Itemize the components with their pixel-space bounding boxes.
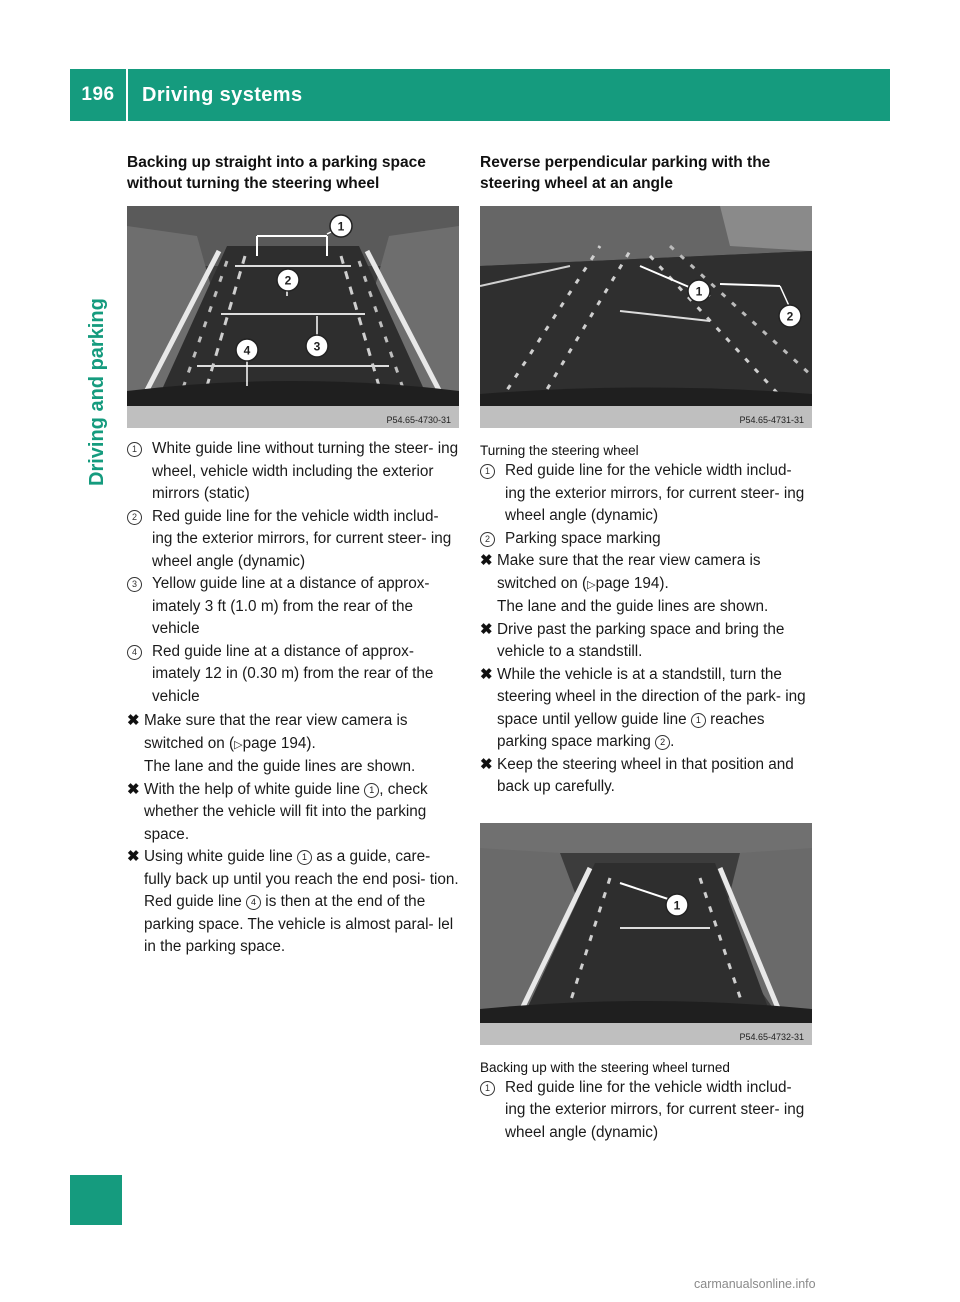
- instruction-step: ✖ Make sure that the rear view camera is switched on (▷page 194).: [480, 552, 761, 592]
- side-tab: [84, 258, 114, 488]
- legend-text: Red guide line at a distance of approx- imately 12 in (0.30 m) from the rear of the vehicle: [152, 642, 434, 705]
- svg-text:1: 1: [695, 284, 703, 299]
- legend-item: [127, 573, 459, 641]
- figure-caption: Turning the steering wheel: [480, 443, 639, 458]
- step-arrow-icon: ✖: [480, 755, 493, 773]
- camera-image: [127, 206, 459, 428]
- legend-item: [480, 1077, 812, 1145]
- page-ref-arrow-icon: ▷: [587, 578, 596, 591]
- step-result: The lane and the guide lines are shown.: [144, 758, 416, 775]
- step-arrow-icon: ✖: [127, 712, 140, 729]
- inline-ref-number: 1: [364, 783, 379, 798]
- camera-figure-turning: [480, 206, 812, 428]
- legend-list: [127, 438, 459, 708]
- figure-code: P54.65-4731-31: [739, 415, 804, 425]
- legend-number: 1: [480, 464, 495, 479]
- instruction-steps: [127, 710, 459, 959]
- legend-list: [480, 460, 812, 550]
- side-tab-label: Driving and parking: [86, 298, 108, 486]
- legend-item: [127, 438, 459, 506]
- instruction-step: ✖ Drive past the parking space and bring the vehicle to a standstill.: [480, 620, 785, 660]
- chapter-title: Driving systems: [142, 84, 303, 106]
- left-column: [127, 152, 459, 959]
- legend-item: [127, 641, 459, 709]
- svg-text:4: 4: [243, 343, 251, 358]
- step-arrow-icon: ✖: [127, 848, 140, 865]
- legend-text: Red guide line for the vehicle width includ- ing the exterior mirrors, for current steer- ing wheel angle (dynamic): [505, 1078, 805, 1141]
- instruction-step: ✖ Using white guide line 1 as a guide, care- fully back up until you reach the end posi- tion.: [127, 848, 459, 888]
- svg-text:2: 2: [284, 273, 292, 288]
- legend-number: 2: [127, 510, 142, 525]
- svg-text:1: 1: [337, 219, 345, 234]
- camera-figure-straight: [127, 206, 459, 428]
- step-arrow-icon: ✖: [480, 620, 493, 638]
- figure-code: P54.65-4732-31: [739, 1031, 804, 1042]
- camera-figure-backing: [480, 823, 812, 1045]
- legend-number: 1: [480, 1081, 495, 1096]
- legend-item: [480, 528, 812, 551]
- page-number: 196: [81, 84, 115, 105]
- instruction-step: ✖ Make sure that the rear view camera is switched on (▷page 194).: [127, 712, 408, 752]
- instruction-step: ✖ With the help of white guide line 1 , check whether the vehicle will fit into the parking space.: [127, 780, 428, 843]
- legend-number: 3: [127, 577, 142, 592]
- svg-text:1: 1: [673, 898, 681, 912]
- legend-item: [480, 460, 812, 528]
- svg-text:3: 3: [313, 339, 321, 354]
- step-arrow-icon: ✖: [127, 780, 140, 798]
- legend-text: White guide line without turning the steer- ing wheel, vehicle width including the exterior mirrors (static): [152, 440, 459, 502]
- step-arrow-icon: ✖: [480, 552, 493, 569]
- figure-caption: Backing up with the steering wheel turned: [480, 1059, 730, 1075]
- inline-ref-number: 1: [691, 713, 706, 728]
- legend-item: [127, 506, 459, 574]
- page-header: [70, 69, 890, 121]
- legend-text: Parking space marking: [505, 529, 661, 547]
- inline-ref-number: 4: [246, 895, 261, 910]
- camera-image: [480, 823, 812, 1045]
- instruction-step: ✖ While the vehicle is at a standstill, turn the steering wheel in the direction of the park- ing space until yellow guide line 1 reaches parking space marking 2 .: [480, 665, 806, 750]
- side-tab-marker: [70, 1175, 122, 1225]
- legend-list: [480, 1077, 812, 1145]
- header-divider: [126, 69, 128, 121]
- step-arrow-icon: ✖: [480, 665, 493, 683]
- legend-number: 1: [127, 442, 142, 457]
- figure-code: P54.65-4730-31: [386, 415, 451, 425]
- legend-number: 4: [127, 645, 142, 660]
- camera-image: [480, 206, 812, 428]
- legend-text: Yellow guide line at a distance of approx- imately 3 ft (1.0 m) from the rear of the vehicle: [152, 575, 430, 637]
- inline-ref-number: 2: [655, 735, 670, 750]
- svg-text:2: 2: [786, 309, 794, 324]
- page-link[interactable]: page 194: [595, 574, 660, 592]
- step-result: Red guide line 4 is then at the end of the parking space. The vehicle is almost paral- lel in the parking space.: [144, 893, 454, 955]
- legend-number: 2: [480, 532, 495, 547]
- section-heading: Reverse perpendicular parking with the steering wheel at an angle: [480, 154, 771, 192]
- step-result: The lane and the guide lines are shown.: [497, 598, 769, 615]
- page-ref-arrow-icon: ▷: [234, 738, 243, 751]
- page-link[interactable]: page 194: [242, 734, 307, 752]
- instruction-step: ✖ Keep the steering wheel in that position and back up carefully.: [480, 755, 794, 795]
- instruction-steps: [480, 550, 812, 799]
- legend-text: Red guide line for the vehicle width includ- ing the exterior mirrors, for current steer- ing wheel angle (dynamic): [152, 507, 452, 570]
- legend-text: Red guide line for the vehicle width includ- ing the exterior mirrors, for current steer- ing wheel angle (dynamic): [505, 462, 805, 524]
- inline-ref-number: 1: [297, 850, 312, 865]
- right-column: [480, 152, 812, 1144]
- section-heading: Backing up straight into a parking space without turning the steering wheel: [127, 154, 426, 192]
- watermark: carmanualsonline.info: [694, 1277, 816, 1291]
